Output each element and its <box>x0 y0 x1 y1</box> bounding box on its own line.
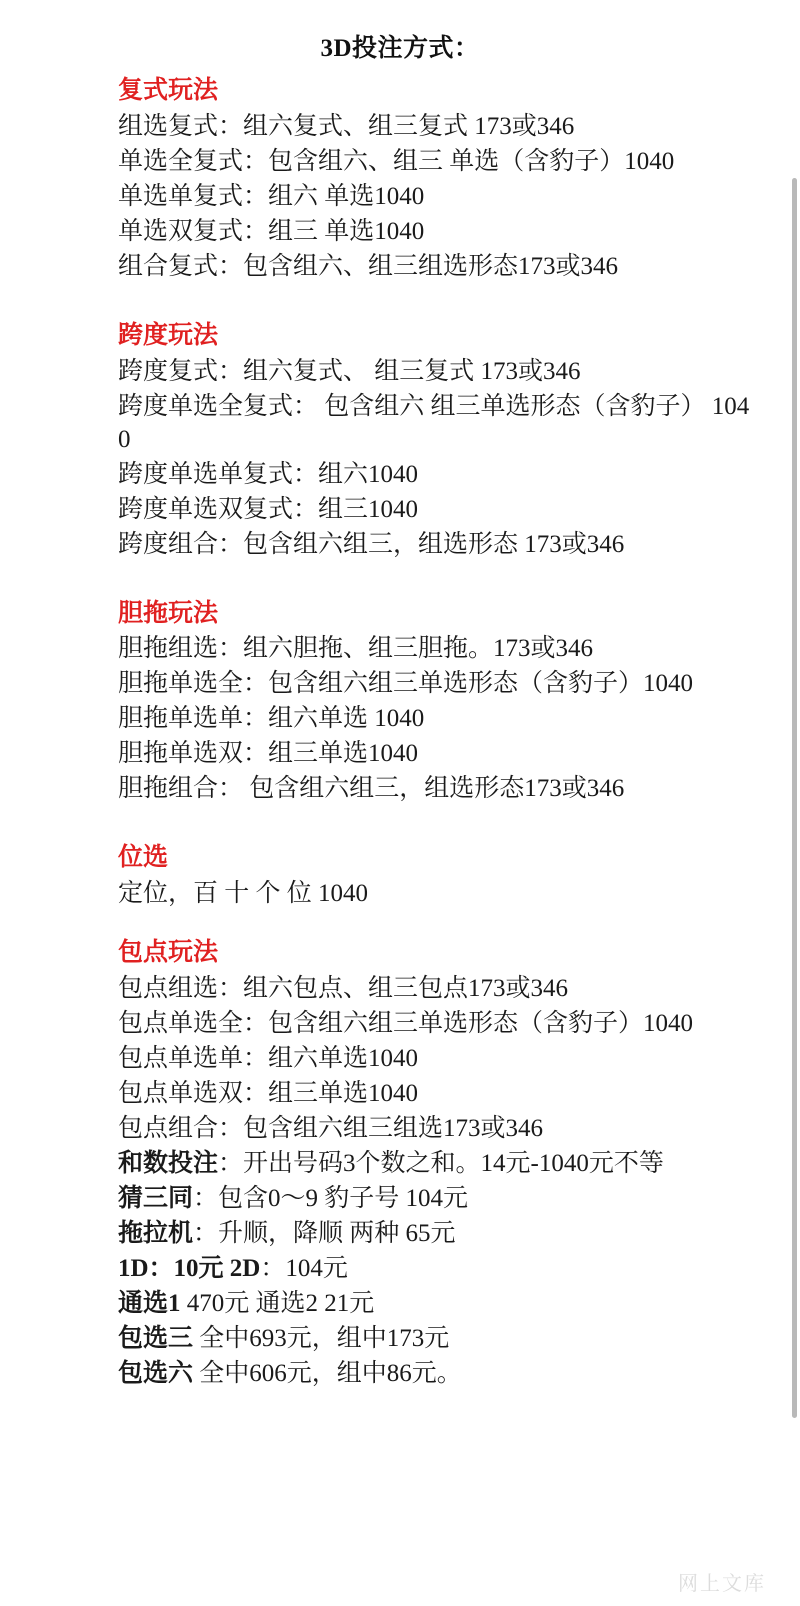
section-baodian <box>40 936 760 1390</box>
scrollbar-thumb[interactable] <box>792 178 797 1418</box>
section-line: 跨度组合：包含组六组三，组选形态 173或346 <box>118 530 625 558</box>
section-line: 单选双复式：组三 单选1040 <box>118 217 425 245</box>
section-dantuo <box>40 597 760 806</box>
bold-line-text: 全中693元，组中173元 <box>193 1324 450 1352</box>
bold-line <box>118 1287 760 1320</box>
bold-line <box>118 1322 760 1355</box>
scrollbar[interactable] <box>790 0 800 1606</box>
section-line: 胆拖组合： 包含组六组三，组选形态173或346 <box>118 775 625 803</box>
bold-line-text: 470元 通选2 21元 <box>180 1289 375 1317</box>
bold-line-text: ：包含0～9 豹子号 104元 <box>193 1184 469 1212</box>
bold-label: 包选三 <box>118 1324 194 1352</box>
section-heading: 包点玩法 <box>118 939 219 966</box>
bold-line-text: 全中606元，组中86元。 <box>193 1359 462 1387</box>
section-heading: 位选 <box>118 844 169 872</box>
section-kuadu <box>40 319 760 561</box>
section-line: 跨度单选双复式：组三1040 <box>118 495 419 523</box>
bold-line-text: ：升顺，降顺 两种 65元 <box>193 1219 456 1247</box>
watermark: 网上文库 <box>678 1573 766 1595</box>
section-weixuan <box>40 841 760 910</box>
section-line: 包点单选全：包含组六组三单选形态（含豹子）1040 <box>118 1009 694 1037</box>
bold-label: 猜三同 <box>118 1184 194 1212</box>
section-fushi <box>40 74 760 283</box>
section-line: 定位，百 十 个 位 1040 <box>118 880 369 907</box>
section-line: 包点组合：包含组六组三组选173或346 <box>118 1114 544 1142</box>
section-line: 跨度单选单复式：组六1040 <box>118 460 419 488</box>
section-line: 胆拖单选单：组六单选 1040 <box>118 705 425 733</box>
section-line: 包点单选双：组三单选1040 <box>118 1079 419 1107</box>
bold-line-text: ：开出号码3个数之和。14元-1040元不等 <box>218 1149 664 1177</box>
section-line: 跨度单选全复式： 包含组六 组三单选形态（含豹子） 1040 <box>118 392 750 453</box>
bold-label: 拖拉机 <box>118 1219 194 1247</box>
bold-line <box>118 1147 760 1180</box>
section-line: 单选单复式：组六 单选1040 <box>118 182 425 210</box>
page-title: 3D投注方式： <box>320 35 480 62</box>
section-line: 跨度复式：组六复式、 组三复式 173或346 <box>118 357 581 385</box>
bold-line-text: ：104元 <box>260 1254 348 1282</box>
section-line: 包点组选：组六包点、组三包点173或346 <box>118 974 569 1002</box>
section-heading: 胆拖玩法 <box>118 599 219 627</box>
bold-label: 1D：10元 2D <box>118 1254 261 1282</box>
section-line: 包点单选单：组六单选1040 <box>118 1044 419 1072</box>
bold-label: 通选1 <box>118 1289 181 1317</box>
section-line: 胆拖单选全：包含组六组三单选形态（含豹子）1040 <box>118 670 694 698</box>
section-line: 组选复式：组六复式、组三复式 173或346 <box>118 112 575 140</box>
bold-line <box>118 1182 760 1215</box>
section-line: 胆拖组选：组六胆拖、组三胆拖。173或346 <box>118 635 594 663</box>
section-heading: 复式玩法 <box>118 77 219 104</box>
bold-line <box>118 1357 760 1390</box>
section-heading: 跨度玩法 <box>118 321 219 349</box>
bold-label: 和数投注 <box>118 1149 219 1177</box>
section-line: 单选全复式：包含组六、组三 单选（含豹子）1040 <box>118 147 675 175</box>
bold-line <box>118 1252 760 1285</box>
bold-line <box>118 1217 760 1250</box>
section-line: 胆拖单选双：组三单选1040 <box>118 740 419 768</box>
section-line: 组合复式：包含组六、组三组选形态173或346 <box>118 252 619 280</box>
bold-label: 包选六 <box>118 1359 194 1387</box>
